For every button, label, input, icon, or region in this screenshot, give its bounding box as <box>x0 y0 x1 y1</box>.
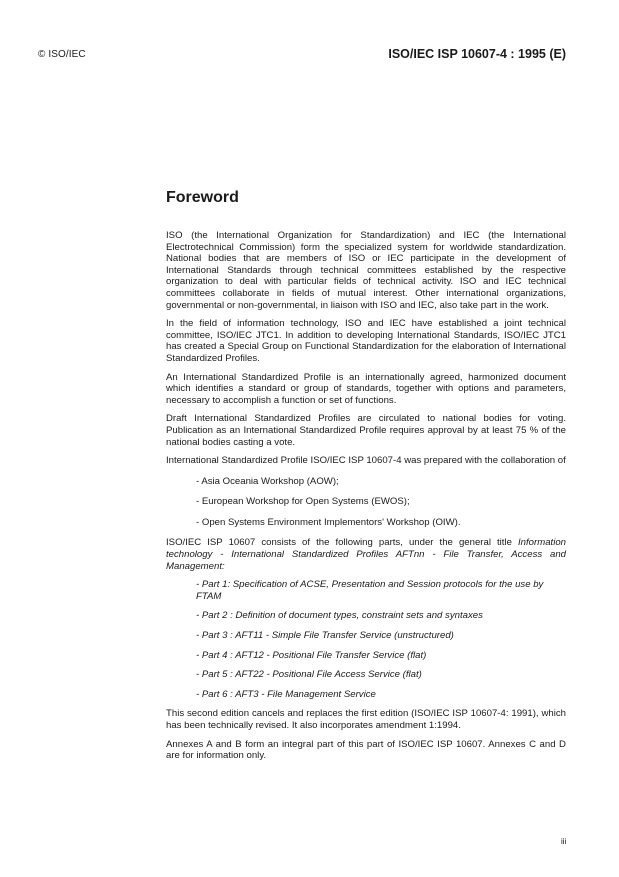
part-item: - Part 1: Specification of ACSE, Presentation and Session protocols for the use by FTAM <box>196 579 544 602</box>
paragraph-isp-definition: An International Standardized Profile is an internationally agreed, harmonized document which identifies a standard or group of standards, together with options and parameters, necessary to accomplish a function or set of functions. <box>166 371 566 406</box>
part-item: - Part 6 : AFT3 - File Management Service <box>196 688 376 700</box>
part-item: - Part 5 : AFT22 - Positional File Access Service (flat) <box>196 669 422 681</box>
page-title: Foreword <box>166 189 239 206</box>
part-item: - Part 3 : AFT11 - Simple File Transfer Service (unstructured) <box>196 630 454 642</box>
parts-intro-prefix: ISO/IEC ISP 10607 consists of the following parts, under the general title <box>166 537 518 549</box>
parts-list <box>196 579 566 700</box>
workshop-item: - European Workshop for Open Systems (EWOS); <box>196 496 410 508</box>
foreword-body <box>166 230 566 769</box>
workshop-list <box>196 476 566 529</box>
paragraph-parts-intro <box>166 537 566 572</box>
paragraph-collaboration: International Standardized Profile ISO/IEC ISP 10607-4 was prepared with the collaboration of <box>166 455 566 467</box>
paragraph-jtc1: In the field of information technology, ISO and IEC have established a joint technical committee, ISO/IEC JTC1. In addition to developing International Standards, ISO/IEC JTC1 has created a Special Group on Functional Standardization for the elaboration of International Standardized Profiles. <box>166 318 566 364</box>
paragraph-iso-iec: ISO (the International Organization for Standardization) and IEC (the International Electrotechnical Commission) form the specialized system for worldwide standardization. National bodies that are members of ISO or IEC participate in the development of International Standards through technical committees established by the respective organization to deal with particular fields of technical activity. ISO and IEC technical committees collaborate in fields of mutual interest. Other international organizations, governmental or non-governmental, in liaison with ISO and IEC, also take part in the work. <box>166 230 566 311</box>
paragraph-draft-voting: Draft International Standardized Profiles are circulated to national bodies for voting. Publication as an International Standardized Profile requires approval by at least 75 % of the national bodies casting a vote. <box>166 413 566 448</box>
workshop-item: - Asia Oceania Workshop (AOW); <box>196 475 339 487</box>
part-item: - Part 2 : Definition of document types, constraint sets and syntaxes <box>196 610 483 622</box>
parts-general-title: Information technology - International Standardized Profiles AFTnn - File Transfer, Access and Management: <box>166 537 566 572</box>
paragraph-annexes: Annexes A and B form an integral part of this part of ISO/IEC ISP 10607. Annexes C and D are for information only. <box>166 738 566 762</box>
part-item: - Part 4 : AFT12 - Positional File Transfer Service (flat) <box>196 649 427 661</box>
page-number: iii <box>561 837 567 846</box>
document-identifier: ISO/IEC ISP 10607-4 : 1995 (E) <box>388 47 566 61</box>
paragraph-second-edition: This second edition cancels and replaces the first edition (ISO/IEC ISP 10607-4: 1991), which has been technically revised. It also incorporates amendment 1:1994. <box>166 708 566 731</box>
copyright-notice: © ISO/IEC <box>38 49 86 60</box>
workshop-item: - Open Systems Environment Implementors' Workshop (OIW). <box>196 516 461 528</box>
